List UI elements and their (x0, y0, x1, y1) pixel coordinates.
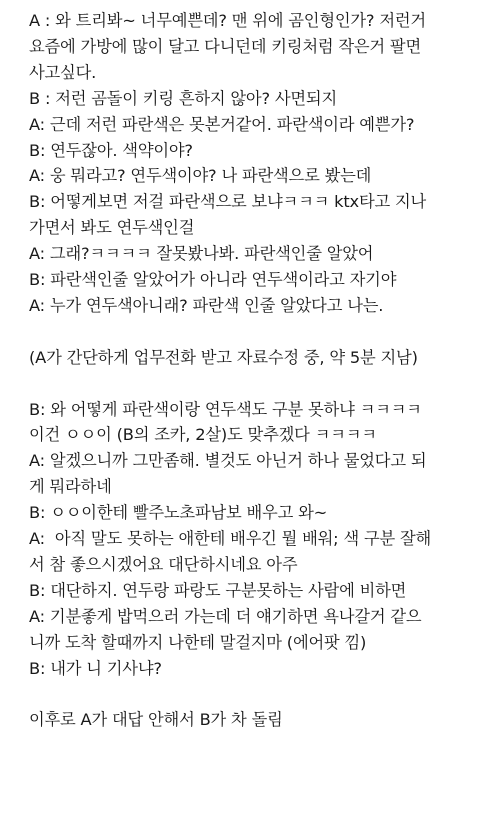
conversation-text (29, 8, 474, 733)
text-line: A : 와 트리봐~ 너무예쁜데? 맨 위에 곰인형인가? 저런거 (29, 11, 426, 30)
text-line: A: 알겠으니까 그만좀해. 별것도 아닌거 하나 물었다고 되 (29, 451, 427, 471)
text-line: 이건 ㅇㅇ이 (B의 조카, 2살)도 맞추겠다 ㅋㅋㅋㅋ (29, 425, 377, 445)
text-line: 서 참 좋으시겠어요 대단하시네요 아주 (29, 555, 298, 574)
blank-line (29, 682, 474, 708)
text-line: B: ㅇㅇ이한테 빨주노초파남보 배우고 와~ (29, 503, 328, 523)
text-line: B: 파란색인줄 알았어가 아니라 연두색이라고 자기야 (29, 270, 397, 290)
text-line: A: 아직 말도 못하는 애한테 배우긴 뭘 배워; 색 구분 잘해 (29, 529, 432, 549)
text-line: B: 내가 니 기사냐? (29, 658, 162, 678)
text-line: B: 와 어떻게 파란색이랑 연두색도 구분 못하냐 ㅋㅋㅋㅋ (29, 399, 422, 419)
text-line: 요즘에 가방에 많이 달고 다니던데 키링처럼 작은거 팔면 (29, 36, 421, 56)
blank-line (29, 319, 474, 345)
text-line: A: 웅 뭐라고? 연두색이야? 나 파란색으로 봤는데 (29, 166, 372, 186)
text-line: B: 연두잖아. 색약이야? (29, 140, 193, 160)
text-line: (A가 간단하게 업무전화 받고 자료수정 중, 약 5분 지남) (29, 347, 418, 367)
text-line: A: 근데 저런 파란색은 못본거같어. 파란색이라 예쁜가? (29, 114, 415, 134)
text-line: 니까 도착 할때까지 나한테 말걸지마 (에어팟 낌) (29, 632, 367, 652)
text-line: A: 기분좋게 밥먹으러 가는데 더 얘기하면 욕나갈거 같으 (29, 606, 422, 626)
text-line: 이후로 A가 대답 안해서 B가 차 돌림 (29, 710, 283, 730)
text-line: A: 누가 연두색아니래? 파란색 인줄 알았다고 나는. (29, 295, 384, 315)
text-line: 사고싶다. (29, 62, 97, 82)
text-line: A: 그래?ㅋㅋㅋㅋ 잘못봤나봐. 파란색인줄 알았어 (29, 244, 374, 264)
text-line: B: 어떻게보면 저걸 파란색으로 보냐ㅋㅋㅋ ktx타고 지나 (29, 192, 427, 212)
text-line: B : 저런 곰돌이 키링 흔하지 않아? 사면되지 (29, 88, 337, 108)
text-line: 가면서 봐도 연두색인걸 (29, 218, 195, 238)
text-line: B: 대단하지. 연두랑 파랑도 구분못하는 사람에 비하면 (29, 580, 407, 600)
blank-line (29, 371, 474, 397)
text-line: 게 뭐라하네 (29, 477, 112, 497)
